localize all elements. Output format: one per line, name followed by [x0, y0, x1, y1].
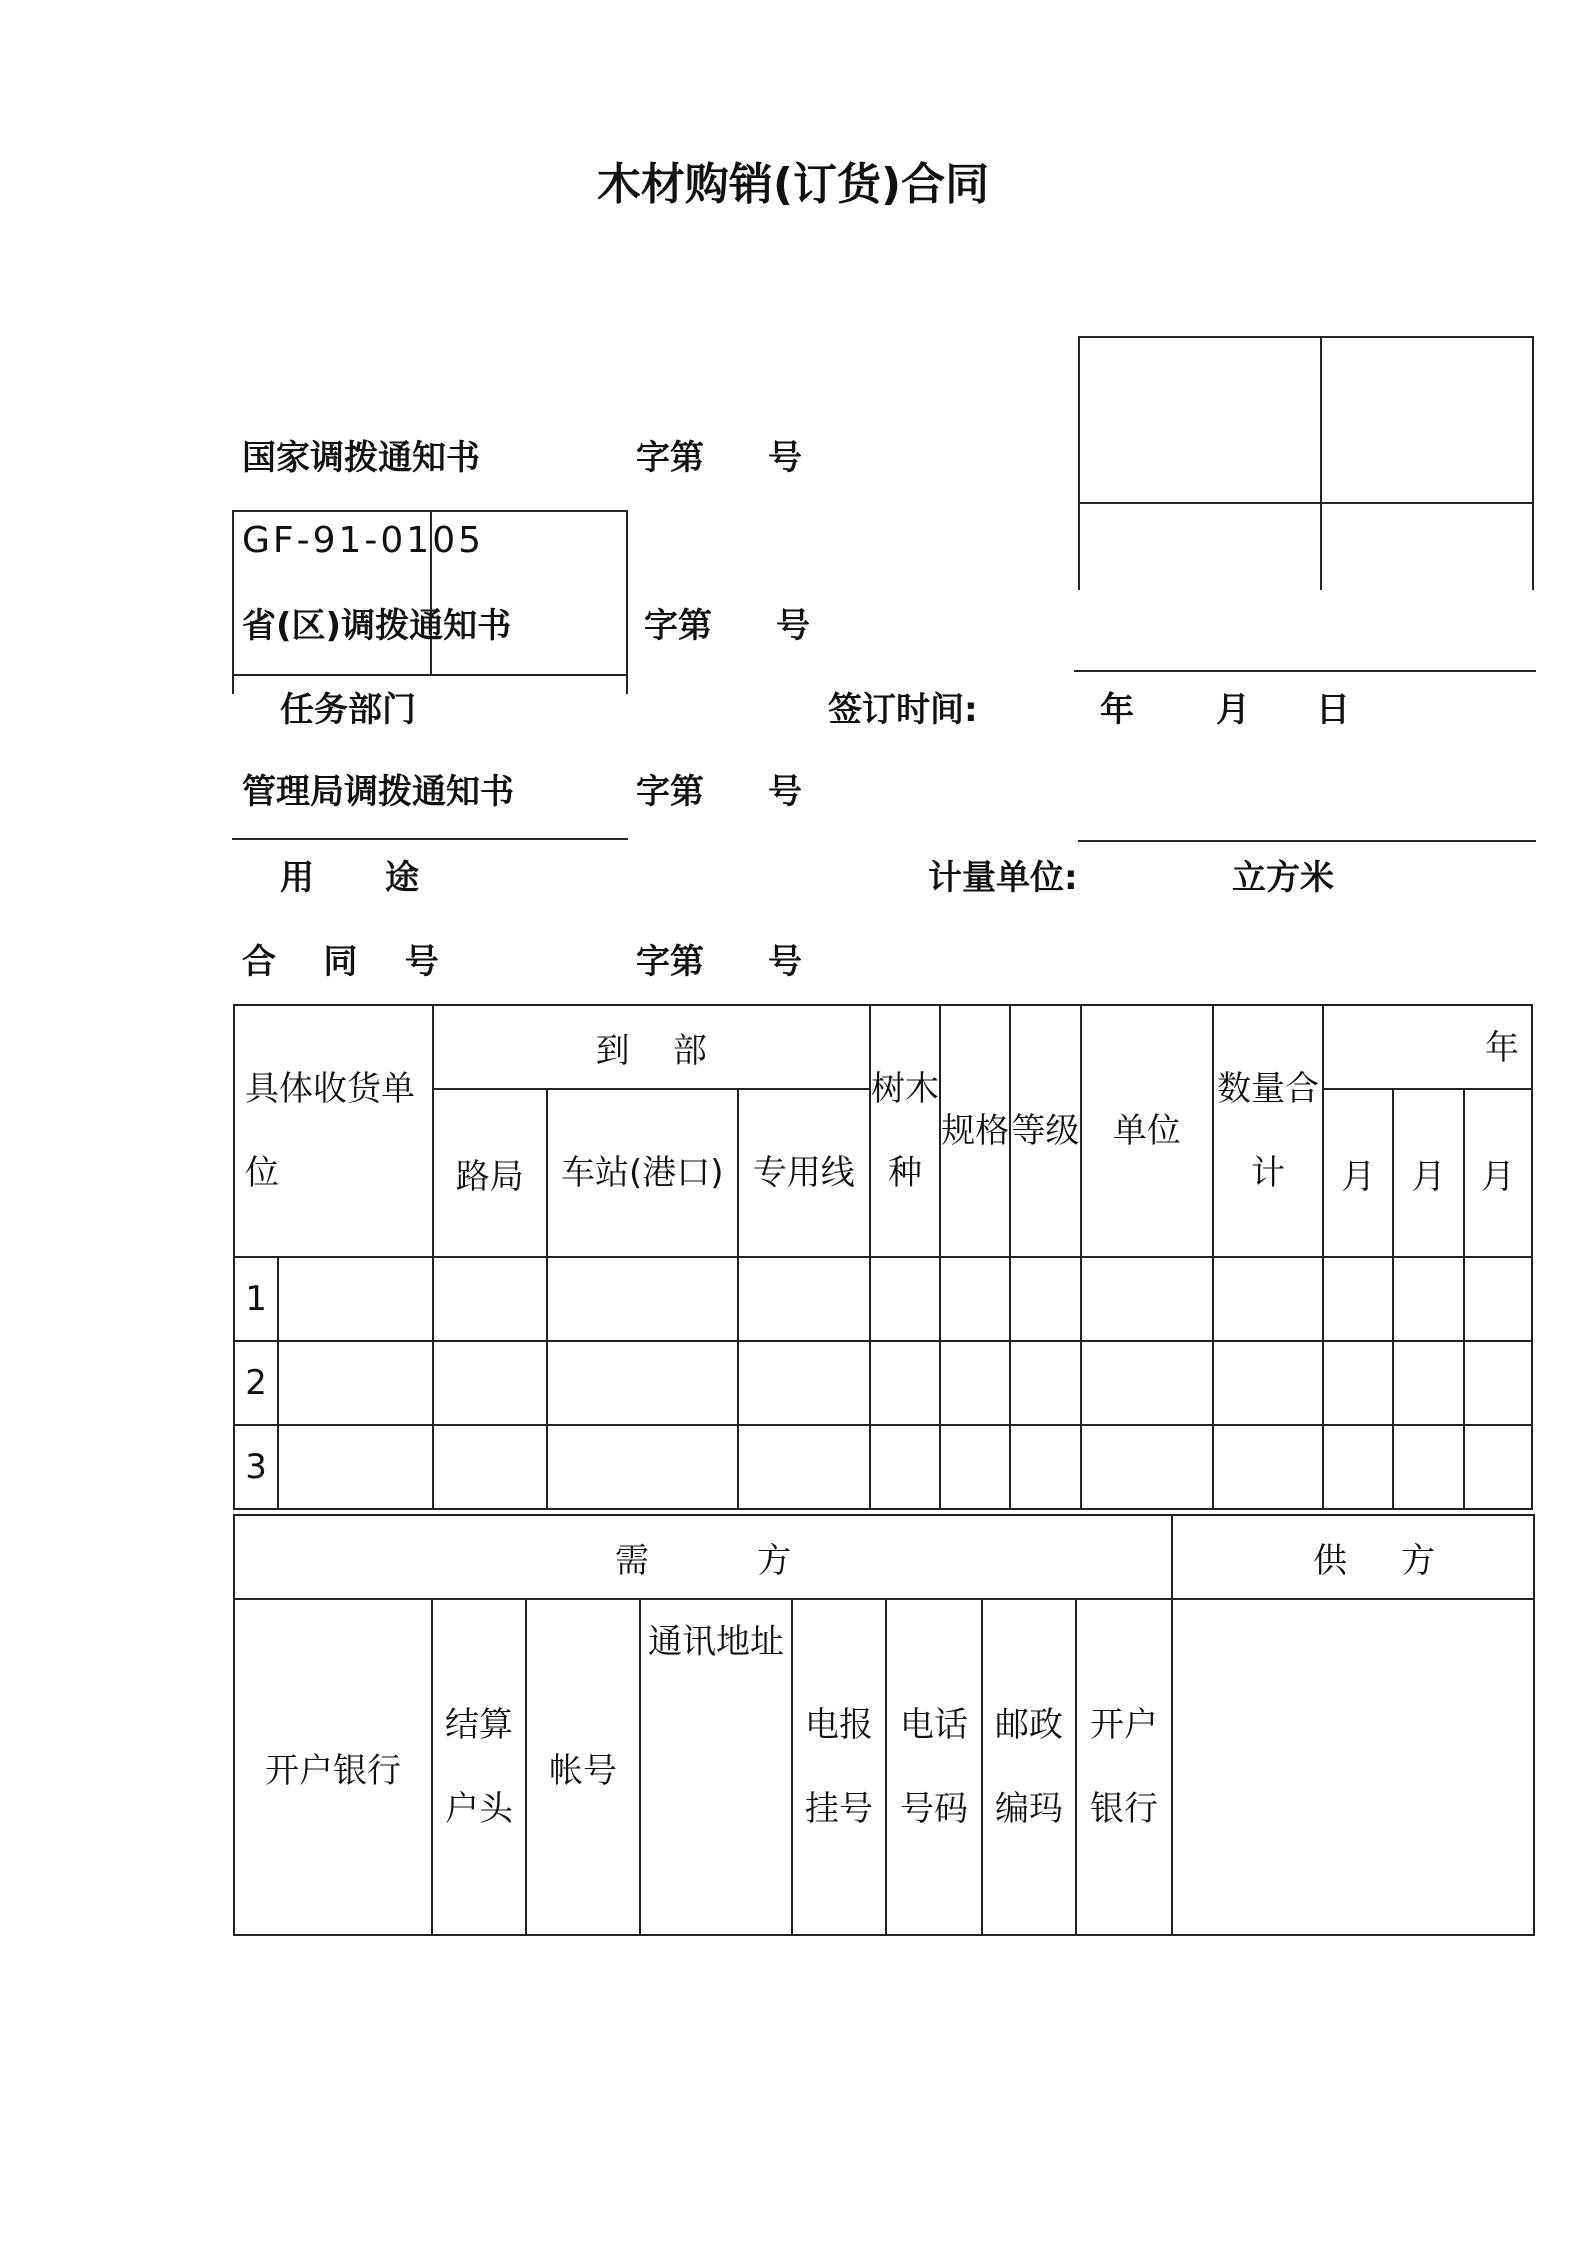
- cell[interactable]: [1393, 1341, 1463, 1425]
- unit-label: 计量单位:: [928, 858, 1078, 898]
- quantity-header: 数量合计: [1213, 1005, 1323, 1257]
- postal-code-label: 邮政编玛: [982, 1599, 1076, 1935]
- cell[interactable]: [1213, 1425, 1323, 1509]
- sign-month: 月: [1216, 690, 1250, 730]
- cell[interactable]: [1393, 1257, 1463, 1341]
- station-header: 车站(港口): [547, 1089, 738, 1257]
- cell[interactable]: [1010, 1341, 1080, 1425]
- bureau-notice-suffix: 字第: [636, 772, 704, 812]
- settlement-label: 结算户头: [432, 1599, 526, 1935]
- cell[interactable]: [547, 1341, 738, 1425]
- spec-header: 规格: [940, 1005, 1010, 1257]
- cell[interactable]: [1213, 1341, 1323, 1425]
- cell[interactable]: [738, 1425, 870, 1509]
- cell[interactable]: [870, 1341, 940, 1425]
- cell[interactable]: [1323, 1257, 1393, 1341]
- task-dept-label: 任务部门: [280, 690, 416, 730]
- cell[interactable]: [547, 1425, 738, 1509]
- cell[interactable]: [870, 1257, 940, 1341]
- cell[interactable]: [278, 1425, 432, 1509]
- sign-time-label: 签订时间:: [828, 690, 978, 730]
- account-label: 帐号: [526, 1599, 640, 1935]
- cell[interactable]: [278, 1257, 432, 1341]
- unit-value: 立方米: [1232, 858, 1334, 898]
- destination-header: 到 部: [433, 1005, 870, 1089]
- document-title: 木材购销(订货)合同: [596, 159, 990, 210]
- unit-header: 单位: [1081, 1005, 1213, 1257]
- address-label: 通讯地址: [640, 1599, 792, 1935]
- cell[interactable]: [433, 1341, 547, 1425]
- provincial-notice-suffix: 字第: [644, 606, 712, 646]
- supply-party-header: 供 方: [1172, 1515, 1534, 1599]
- year-header: 年: [1323, 1005, 1532, 1089]
- provincial-notice-label: 省(区)调拨通知书: [242, 606, 512, 646]
- phone-label: 电话号码: [886, 1599, 982, 1935]
- cell[interactable]: [433, 1257, 547, 1341]
- cell[interactable]: [1323, 1425, 1393, 1509]
- cell[interactable]: [738, 1341, 870, 1425]
- cell[interactable]: [1010, 1425, 1080, 1509]
- national-notice-suffix: 字第: [636, 438, 704, 478]
- cell[interactable]: [738, 1257, 870, 1341]
- row-number: 2: [234, 1341, 278, 1425]
- telegram-label: 电报挂号: [792, 1599, 886, 1935]
- cell[interactable]: [940, 1425, 1010, 1509]
- cell[interactable]: [1464, 1257, 1532, 1341]
- demand-party-header: 需 方: [234, 1515, 1172, 1599]
- form-code-tail-left: [232, 674, 234, 694]
- railway-bureau-header: 路局: [433, 1089, 547, 1257]
- stamp-box-1: [1078, 336, 1322, 504]
- cell[interactable]: [1081, 1425, 1213, 1509]
- month-header-1: 月: [1323, 1089, 1393, 1257]
- cell[interactable]: [870, 1425, 940, 1509]
- goods-table: [233, 1004, 1533, 1510]
- cell[interactable]: [1464, 1341, 1532, 1425]
- bureau-line-right: [1078, 840, 1536, 842]
- cell[interactable]: [1464, 1425, 1532, 1509]
- supply-bank-label: 开户银行: [1076, 1599, 1172, 1935]
- stamp-line-2: [1320, 502, 1322, 590]
- parties-table: [233, 1514, 1535, 1936]
- contract-no-suffix: 字第: [636, 942, 704, 982]
- provincial-notice-no: 号: [776, 606, 810, 646]
- sign-day: 日: [1316, 690, 1350, 730]
- cell[interactable]: [433, 1425, 547, 1509]
- form-code: GF-91-0105: [242, 520, 485, 561]
- cell[interactable]: [1081, 1341, 1213, 1425]
- bureau-notice-no: 号: [768, 772, 802, 812]
- grade-header: 等级: [1010, 1005, 1080, 1257]
- contract-no-end: 号: [768, 942, 802, 982]
- cell[interactable]: [1213, 1257, 1323, 1341]
- cell[interactable]: [1393, 1425, 1463, 1509]
- national-notice-no: 号: [768, 438, 802, 478]
- table-row: [234, 1341, 1532, 1425]
- sign-year: 年: [1100, 690, 1134, 730]
- row-number: 3: [234, 1425, 278, 1509]
- contract-no-label: 合 同 号: [242, 942, 439, 982]
- table-row: [234, 1257, 1532, 1341]
- month-header-2: 月: [1393, 1089, 1463, 1257]
- cell[interactable]: [1323, 1341, 1393, 1425]
- dedicated-line-header: 专用线: [738, 1089, 870, 1257]
- cell[interactable]: [547, 1257, 738, 1341]
- stamp-line-1: [1078, 502, 1080, 590]
- cell[interactable]: [1010, 1257, 1080, 1341]
- bureau-line-left: [232, 838, 628, 840]
- sign-time-line: [1074, 670, 1536, 672]
- cell[interactable]: [1081, 1257, 1213, 1341]
- national-notice-label: 国家调拨通知书: [242, 438, 480, 478]
- stamp-box-2: [1320, 336, 1534, 504]
- cell[interactable]: [940, 1257, 1010, 1341]
- bureau-notice-label: 管理局调拨通知书: [242, 772, 514, 812]
- cell[interactable]: [278, 1341, 432, 1425]
- usage-label: 用 途: [280, 858, 420, 898]
- form-code-tail-right: [626, 674, 628, 694]
- species-header: 树木种: [870, 1005, 940, 1257]
- bank-label: 开户银行: [234, 1599, 432, 1935]
- supply-bank-value[interactable]: [1172, 1599, 1534, 1935]
- cell[interactable]: [940, 1341, 1010, 1425]
- table-row: [234, 1425, 1532, 1509]
- receiver-header: 具体收货单位: [234, 1005, 433, 1257]
- stamp-line-3: [1532, 502, 1534, 590]
- month-header-3: 月: [1464, 1089, 1532, 1257]
- row-number: 1: [234, 1257, 278, 1341]
